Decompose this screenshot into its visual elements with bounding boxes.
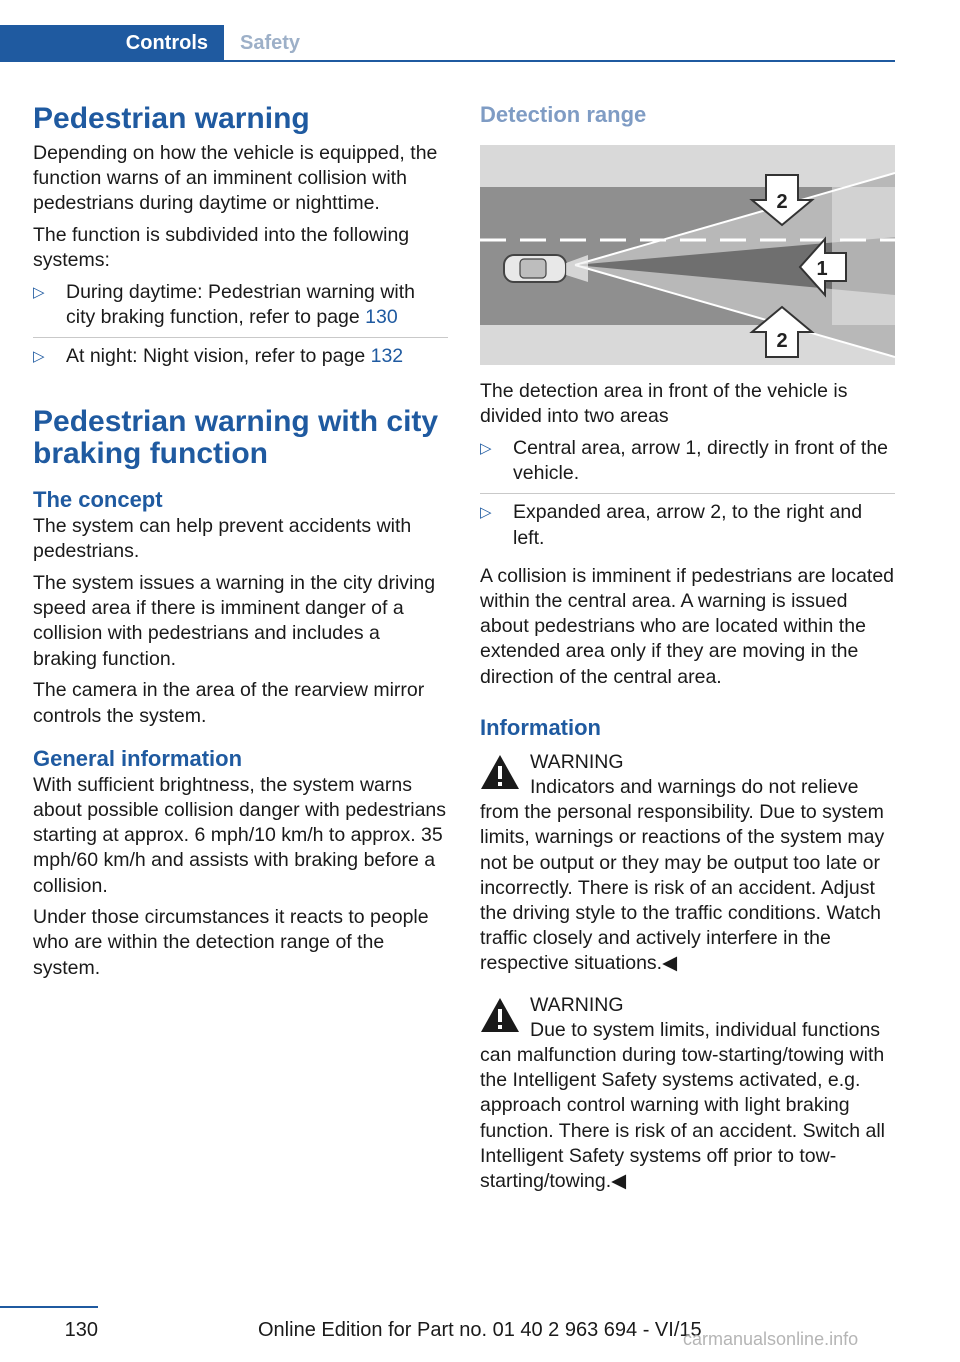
triangle-bullet-icon: ▷ (480, 439, 492, 457)
triangle-bullet-icon: ▷ (33, 284, 45, 302)
page-header (0, 25, 895, 62)
warning-triangle-icon (480, 997, 520, 1033)
subsystems-list (33, 280, 448, 376)
intro-paragraph: Depending on how the vehicle is equipped, the function warns of an imminent collision with pedestrians during daytime or nighttime. (33, 142, 438, 215)
detection-range-illustration (480, 145, 895, 365)
concept-paragraph-2: The system issues a warning in the city driving speed area if there is imminent danger of a collision with pedestrians and includes a braking function. (33, 572, 436, 670)
heading-concept: The concept (33, 487, 163, 513)
title-pedestrian-warning: Pedestrian warning (33, 102, 310, 135)
warning-1-label: WARNING (530, 750, 624, 773)
warning-2-first-line: Due to system limits, individual functions (530, 1018, 881, 1041)
edition-text: Online Edition for Part no. 01 40 2 963 694 - VI/15 (258, 1319, 702, 1341)
list-item (33, 280, 448, 338)
arrow-2-bottom-label: 2 (776, 330, 788, 352)
page-link-130[interactable]: 130 (365, 306, 398, 329)
general-paragraph-2: Under those circumstances it reacts to people who are within the detection range of the system. (33, 906, 429, 979)
list-item (480, 500, 895, 557)
subsystems-paragraph: The function is subdivided into the following systems: (33, 224, 410, 272)
page-number-rule (0, 1306, 98, 1308)
detection-range-diagram (480, 145, 895, 365)
section-tab-safety[interactable]: Safety (240, 32, 301, 54)
warning-1-body: from the personal responsibility. Due to system limits, warnings or reactions of the system may not be output or they may be output too late or incorrectly. There is risk of an accident. Adjust the driving style to the traffic conditions. Watch traffic closely and actively interfere in the respective situations.◀ (480, 801, 885, 975)
detection-areas-list (480, 436, 895, 557)
page-number: 130 (64, 1319, 98, 1341)
warning-2-body: can malfunction during tow-starting/towing with the Intelligent Safety systems activated, e.g. approach control warning with light braking function. There is risk of an accident. Switch all Intelligent Safety systems off prior to tow-starting/towing.◀ (480, 1043, 885, 1192)
heading-detection-range: Detection range (480, 102, 647, 127)
right-column (480, 100, 895, 1201)
heading-general-information: General information (33, 745, 243, 771)
arrow-1-label: 1 (816, 258, 828, 280)
detection-paragraph-1: The detection area in front of the vehicle is divided into two areas (480, 380, 848, 428)
section-tab-controls[interactable]: Controls (0, 25, 224, 62)
warning-block-1 (480, 750, 895, 800)
concept-paragraph-3: The camera in the area of the rearview mirror controls the system. (33, 679, 425, 727)
warning-2-label: WARNING (530, 993, 624, 1016)
list-item (480, 436, 895, 494)
triangle-bullet-icon: ▷ (33, 348, 45, 366)
warning-1-first-line: Indicators and warnings do not relieve (530, 775, 859, 798)
page-link-132[interactable]: 132 (370, 345, 404, 368)
title-city-braking: Pedestrian warning with city braking function (33, 405, 439, 471)
general-paragraph-1: With sufficient brightness, the system warns about possible collision danger with pedestrians starting at approx. 6 mph/10 km/h to approx. 35 mph/60 km/h and assists with braking before a collision. (33, 773, 447, 897)
watermark-text: carmanualsonline.info (683, 1329, 859, 1349)
warning-block-2 (480, 993, 895, 1043)
heading-information: Information (480, 714, 601, 740)
left-column (33, 100, 448, 987)
concept-paragraph-1: The system can help prevent accidents with pedestrians. (33, 515, 412, 563)
list-item-text: At night: Night vision, refer to page (66, 345, 371, 368)
list-item-text: Expanded area, arrow 2, to the right and left. (513, 501, 863, 549)
header-rule (0, 60, 895, 62)
triangle-bullet-icon: ▷ (480, 504, 492, 522)
arrow-2-top-label: 2 (776, 191, 788, 213)
list-item-text: Central area, arrow 1, directly in front of the vehicle. (513, 436, 889, 485)
warning-triangle-icon (480, 754, 520, 790)
list-item-text: During daytime: Pedestrian warning with city braking function, refer to page (66, 281, 416, 329)
list-item (33, 344, 448, 376)
detection-paragraph-2: A collision is imminent if pedestrians are located within the central area. A warning is issued about pedestrians who are located within the extended area only if they are moving in the direction of the central area. (480, 564, 895, 688)
